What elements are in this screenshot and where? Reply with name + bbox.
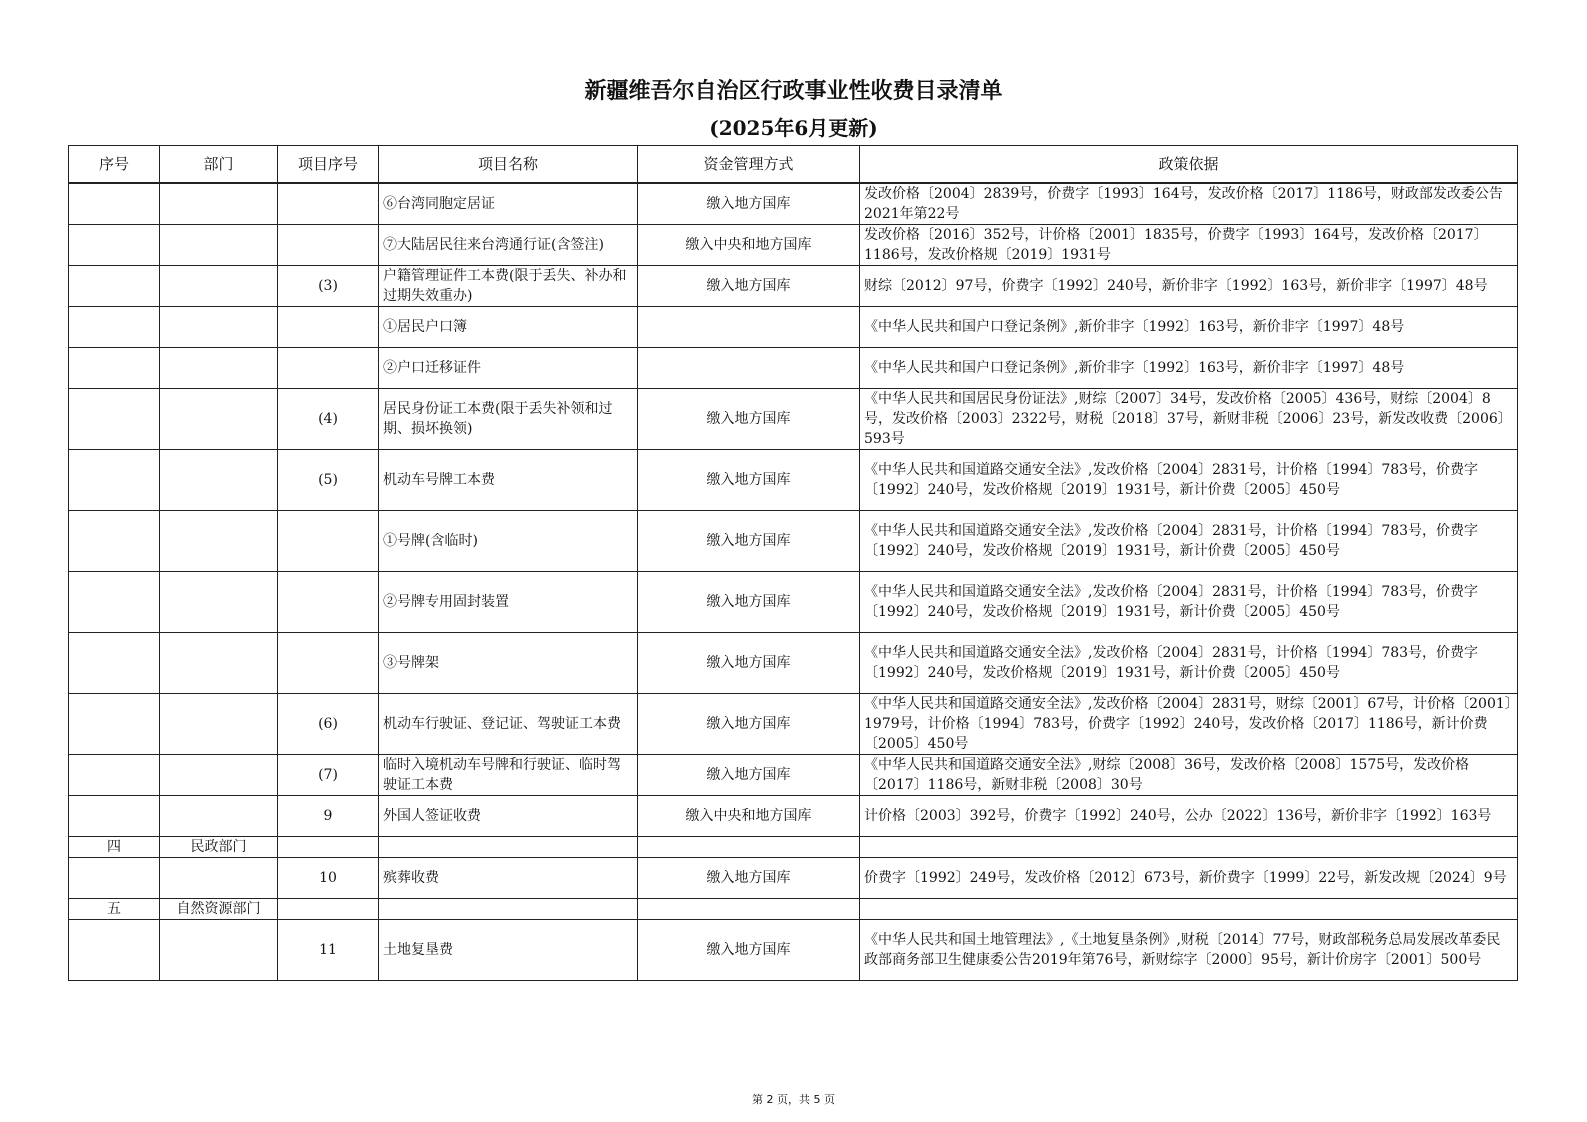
cell-fund-management: 缴入地方国库 <box>638 858 860 899</box>
cell-item-number <box>278 899 379 920</box>
cell-item-name: 临时入境机动车号牌和行驶证、临时驾驶证工本费 <box>379 755 638 796</box>
header-fund-management: 资金管理方式 <box>638 146 860 184</box>
cell-item-number: (7) <box>278 755 379 796</box>
cell-department <box>160 348 278 389</box>
document-title: 新疆维吾尔自治区行政事业性收费目录清单 <box>584 78 1003 104</box>
cell-item-name <box>379 837 638 858</box>
cell-department: 民政部门 <box>160 837 278 858</box>
fee-table <box>68 145 1518 981</box>
cell-policy-basis: 《中华人民共和国道路交通安全法》,发改价格〔2004〕2831号，计价格〔1994〕783号，价费字〔1992〕240号，发改价格规〔2019〕1931号，新计价费〔2005〕450号 <box>860 511 1518 572</box>
cell-department <box>160 572 278 633</box>
table-row <box>69 389 1518 450</box>
cell-fund-management: 缴入地方国库 <box>638 511 860 572</box>
cell-department <box>160 266 278 307</box>
document-subtitle: (2025年6月更新) <box>709 116 878 140</box>
table-row <box>69 899 1518 920</box>
table-row <box>69 348 1518 389</box>
cell-department <box>160 633 278 694</box>
cell-policy-basis: 《中华人民共和国户口登记条例》,新价非字〔1992〕163号，新价非字〔1997〕48号 <box>860 348 1518 389</box>
cell-policy-basis: 《中华人民共和国道路交通安全法》,财综〔2008〕36号，发改价格〔2008〕1575号，发改价格〔2017〕1186号，新财非税〔2008〕30号 <box>860 755 1518 796</box>
cell-department <box>160 307 278 348</box>
cell-serial <box>69 796 160 837</box>
cell-fund-management: 缴入中央和地方国库 <box>638 225 860 266</box>
cell-serial: 五 <box>69 899 160 920</box>
cell-item-name: ⑦大陆居民往来台湾通行证(含签注) <box>379 225 638 266</box>
table-row <box>69 572 1518 633</box>
cell-item-name: 外国人签证收费 <box>379 796 638 837</box>
cell-item-number: (3) <box>278 266 379 307</box>
table-row <box>69 307 1518 348</box>
cell-item-name: ①居民户口簿 <box>379 307 638 348</box>
cell-serial <box>69 920 160 981</box>
header-department: 部门 <box>160 146 278 184</box>
cell-item-number: (5) <box>278 450 379 511</box>
cell-item-name <box>379 899 638 920</box>
cell-policy-basis: 《中华人民共和国道路交通安全法》,发改价格〔2004〕2831号，计价格〔1994〕783号，价费字〔1992〕240号，发改价格规〔2019〕1931号，新计价费〔2005〕450号 <box>860 450 1518 511</box>
table-row <box>69 694 1518 755</box>
cell-item-name: ②户口迁移证件 <box>379 348 638 389</box>
cell-policy-basis <box>860 899 1518 920</box>
table-row <box>69 796 1518 837</box>
cell-fund-management: 缴入地方国库 <box>638 572 860 633</box>
cell-item-number: (4) <box>278 389 379 450</box>
table-row <box>69 858 1518 899</box>
cell-policy-basis: 发改价格〔2016〕352号，计价格〔2001〕1835号，价费字〔1993〕164号，发改价格〔2017〕1186号，发改价格规〔2019〕1931号 <box>860 225 1518 266</box>
cell-serial <box>69 572 160 633</box>
table-row <box>69 755 1518 796</box>
table-row <box>69 450 1518 511</box>
cell-serial <box>69 183 160 225</box>
cell-policy-basis: 价费字〔1992〕249号，发改价格〔2012〕673号，新价费字〔1999〕22号，新发改规〔2024〕9号 <box>860 858 1518 899</box>
cell-item-number <box>278 572 379 633</box>
cell-item-number <box>278 183 379 225</box>
cell-item-name: 户籍管理证件工本费(限于丢失、补办和过期失效重办) <box>379 266 638 307</box>
cell-serial: 四 <box>69 837 160 858</box>
cell-item-name: 居民身份证工本费(限于丢失补领和过期、损坏换领) <box>379 389 638 450</box>
cell-item-number <box>278 511 379 572</box>
header-serial: 序号 <box>69 146 160 184</box>
cell-serial <box>69 225 160 266</box>
cell-department <box>160 183 278 225</box>
cell-policy-basis: 《中华人民共和国户口登记条例》,新价非字〔1992〕163号，新价非字〔1997〕48号 <box>860 307 1518 348</box>
cell-department <box>160 796 278 837</box>
cell-serial <box>69 633 160 694</box>
cell-department <box>160 389 278 450</box>
cell-item-name: ①号牌(含临时) <box>379 511 638 572</box>
cell-serial <box>69 450 160 511</box>
cell-item-number: 9 <box>278 796 379 837</box>
cell-item-name: ⑥台湾同胞定居证 <box>379 183 638 225</box>
cell-department <box>160 450 278 511</box>
cell-fund-management <box>638 837 860 858</box>
table-row <box>69 225 1518 266</box>
cell-item-name: ③号牌架 <box>379 633 638 694</box>
cell-item-name: 机动车号牌工本费 <box>379 450 638 511</box>
cell-fund-management <box>638 307 860 348</box>
cell-item-number <box>278 633 379 694</box>
table-row <box>69 837 1518 858</box>
cell-item-number: (6) <box>278 694 379 755</box>
cell-policy-basis: 《中华人民共和国居民身份证法》,财综〔2007〕34号，发改价格〔2005〕436号，财综〔2004〕8号，发改价格〔2003〕2322号，财税〔2018〕37号，新财非税〔2006〕23号，新发改收费〔2006〕593号 <box>860 389 1518 450</box>
cell-department <box>160 694 278 755</box>
table-row <box>69 266 1518 307</box>
cell-item-number <box>278 225 379 266</box>
cell-item-name: ②号牌专用固封装置 <box>379 572 638 633</box>
header-item-number: 项目序号 <box>278 146 379 184</box>
table-row <box>69 511 1518 572</box>
cell-fund-management: 缴入地方国库 <box>638 266 860 307</box>
cell-item-number <box>278 837 379 858</box>
cell-fund-management: 缴入地方国库 <box>638 694 860 755</box>
cell-item-number <box>278 307 379 348</box>
cell-item-number: 11 <box>278 920 379 981</box>
cell-item-name: 机动车行驶证、登记证、驾驶证工本费 <box>379 694 638 755</box>
cell-fund-management: 缴入中央和地方国库 <box>638 796 860 837</box>
cell-item-number: 10 <box>278 858 379 899</box>
cell-item-number <box>278 348 379 389</box>
cell-department <box>160 225 278 266</box>
header-item-name: 项目名称 <box>379 146 638 184</box>
cell-policy-basis: 《中华人民共和国土地管理法》,《土地复垦条例》,财税〔2014〕77号，财政部税务总局发展改革委民政部商务部卫生健康委公告2019年第76号，新财综字〔2000〕95号，新计价房字〔2001〕500号 <box>860 920 1518 981</box>
cell-department <box>160 858 278 899</box>
cell-serial <box>69 307 160 348</box>
cell-department <box>160 511 278 572</box>
cell-fund-management: 缴入地方国库 <box>638 633 860 694</box>
cell-department <box>160 920 278 981</box>
cell-fund-management <box>638 899 860 920</box>
cell-item-name: 殡葬收费 <box>379 858 638 899</box>
cell-policy-basis: 《中华人民共和国道路交通安全法》,发改价格〔2004〕2831号，计价格〔1994〕783号，价费字〔1992〕240号，发改价格规〔2019〕1931号，新计价费〔2005〕450号 <box>860 572 1518 633</box>
cell-department <box>160 755 278 796</box>
cell-serial <box>69 389 160 450</box>
cell-policy-basis <box>860 837 1518 858</box>
cell-fund-management: 缴入地方国库 <box>638 450 860 511</box>
cell-policy-basis: 计价格〔2003〕392号，价费字〔1992〕240号，公办〔2022〕136号，新价非字〔1992〕163号 <box>860 796 1518 837</box>
cell-serial <box>69 694 160 755</box>
cell-policy-basis: 财综〔2012〕97号，价费字〔1992〕240号，新价非字〔1992〕163号，新价非字〔1997〕48号 <box>860 266 1518 307</box>
cell-serial <box>69 348 160 389</box>
cell-fund-management: 缴入地方国库 <box>638 755 860 796</box>
cell-policy-basis: 《中华人民共和国道路交通安全法》,发改价格〔2004〕2831号，财综〔2001〕67号，计价格〔2001〕1979号，计价格〔1994〕783号，价费字〔1992〕240号，发改价格〔2017〕1186号，新计价费〔2005〕450号 <box>860 694 1518 755</box>
cell-serial <box>69 858 160 899</box>
table-row <box>69 633 1518 694</box>
cell-serial <box>69 511 160 572</box>
cell-fund-management: 缴入地方国库 <box>638 920 860 981</box>
cell-fund-management <box>638 348 860 389</box>
cell-serial <box>69 266 160 307</box>
page-footer: 第 2 页，共 5 页 <box>752 1093 835 1106</box>
header-policy-basis: 政策依据 <box>860 146 1518 184</box>
cell-department: 自然资源部门 <box>160 899 278 920</box>
table-header-row <box>69 146 1518 184</box>
cell-serial <box>69 755 160 796</box>
table-row <box>69 183 1518 225</box>
cell-item-name: 土地复垦费 <box>379 920 638 981</box>
cell-fund-management: 缴入地方国库 <box>638 183 860 225</box>
cell-policy-basis: 发改价格〔2004〕2839号，价费字〔1993〕164号，发改价格〔2017〕1186号，财政部发改委公告2021年第22号 <box>860 183 1518 225</box>
cell-policy-basis: 《中华人民共和国道路交通安全法》,发改价格〔2004〕2831号，计价格〔1994〕783号，价费字〔1992〕240号，发改价格规〔2019〕1931号，新计价费〔2005〕450号 <box>860 633 1518 694</box>
table-row <box>69 920 1518 981</box>
cell-fund-management: 缴入地方国库 <box>638 389 860 450</box>
